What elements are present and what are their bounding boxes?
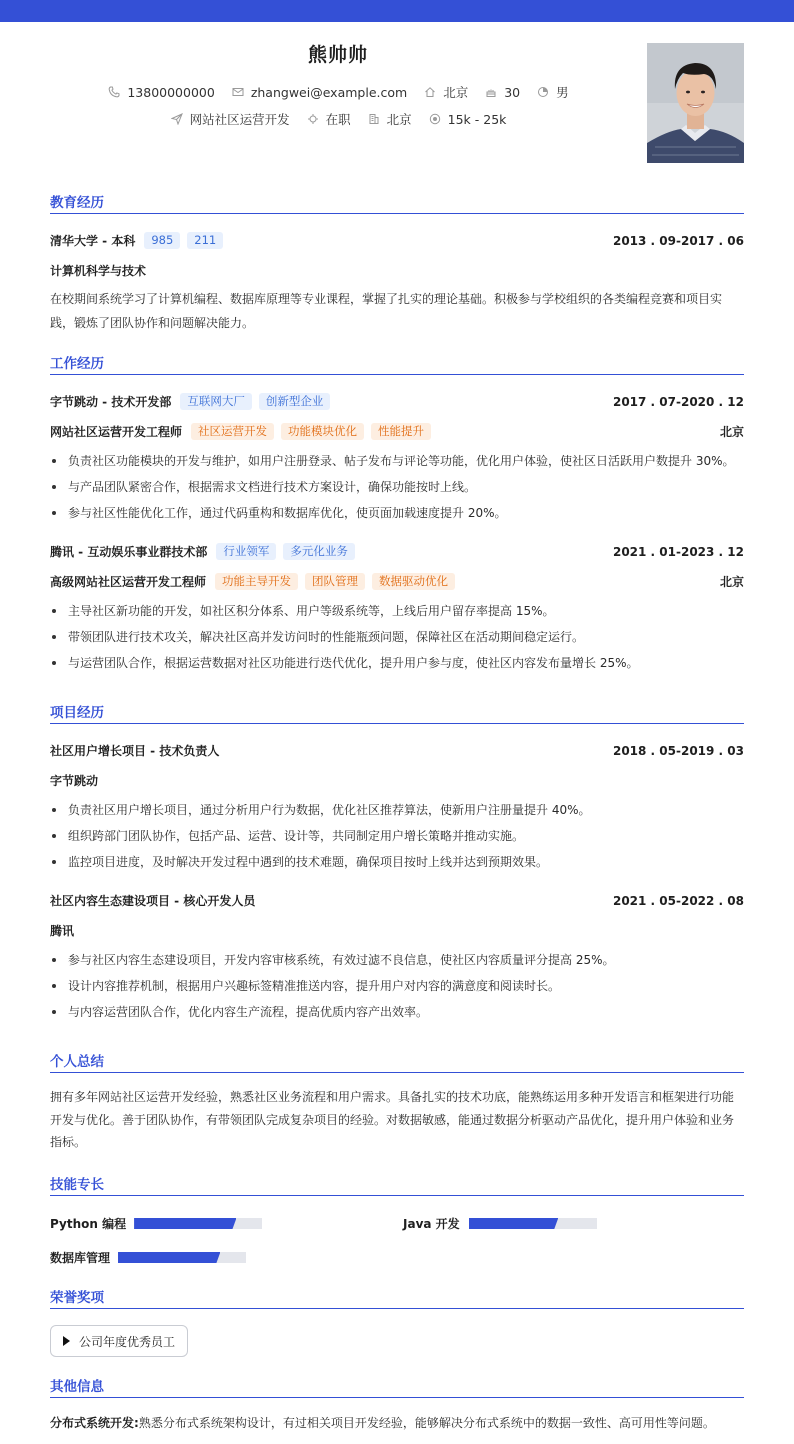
project-name: 社区内容生态建设项目 - 核心开发人员 <box>50 894 256 908</box>
work-title-group <box>50 573 455 590</box>
project-org: 字节跳动 <box>50 774 99 788</box>
list-item: 与内容运营团队合作，优化内容生产流程，提高优质内容产出效率。 <box>50 999 744 1025</box>
summary-text: 拥有多年网站社区运营开发经验，熟悉社区业务流程和用户需求。具备扎实的技术功底，能熟练运用多种开发语言和框架进行功能开发与优化。善于团队协作，有带领团队完成复杂项目的经验。对数据敏感，能通过数据分析驱动产品优化，提升用户体验和业务指标。 <box>50 1090 735 1149</box>
list-item: 参与社区性能优化工作，通过代码重构和数据库优化，使页面加载速度提升 20%。 <box>50 500 744 526</box>
skill-item <box>50 1215 262 1232</box>
contact-row <box>0 83 676 101</box>
skill-bar <box>469 1218 597 1229</box>
mail-icon <box>231 85 245 99</box>
education-period: 2013 . 09-2017 . 06 <box>612 233 744 248</box>
work-bullets <box>50 448 744 526</box>
list-item: 带领团队进行技术攻关，解决社区高并发访问时的性能瓶颈问题，保障社区在活动期间稳定运行。 <box>50 624 744 650</box>
skill-name: Python 编程 <box>50 1217 127 1231</box>
work-period: 2017 . 07-2020 . 12 <box>612 394 744 409</box>
section-title-work: 工作经历 <box>50 352 744 375</box>
gender-icon <box>536 85 550 99</box>
status-icon <box>306 112 320 126</box>
skill-bar <box>118 1252 246 1263</box>
project-org-row <box>50 922 744 939</box>
building-icon <box>367 112 381 126</box>
project-bullets <box>50 797 744 875</box>
education-major: 计算机科学与技术 <box>50 264 147 278</box>
work-period: 2021 . 01-2023 . 12 <box>612 544 744 559</box>
section-title-education: 教育经历 <box>50 191 744 214</box>
skill-bar-fill <box>134 1218 236 1229</box>
email-address: zhangwei@example.com <box>250 84 408 100</box>
age-text: 30 <box>504 84 521 100</box>
project-name: 社区用户增长项目 - 技术负责人 <box>50 744 220 758</box>
target-city-item <box>367 110 412 128</box>
list-item: 主导社区新功能的开发，如社区积分体系、用户等级系统等，上线后用户留存率提高 15%。 <box>50 598 744 624</box>
status-item <box>306 110 351 128</box>
location-text: 北京 <box>443 85 469 100</box>
salary-item <box>428 112 507 127</box>
candidate-name: 熊帅帅 <box>307 44 368 66</box>
company-name: 字节跳动 - 技术开发部 <box>50 395 172 409</box>
job-tag: 数据驱动优化 <box>372 573 455 590</box>
skill-name: 数据库管理 <box>50 1251 111 1265</box>
other-label: 分布式系统开发: <box>50 1416 139 1430</box>
job-title: 高级网站社区运营开发工程师 <box>50 575 207 589</box>
project-header-row <box>50 742 744 759</box>
phone-number: 13800000000 <box>127 84 215 100</box>
school-tag: 211 <box>187 232 223 249</box>
company-tag: 行业领军 <box>216 543 276 560</box>
gender-item <box>536 83 569 101</box>
list-item: 与产品团队紧密合作，根据需求文档进行技术方案设计，确保功能按时上线。 <box>50 474 744 500</box>
work-title-group <box>50 423 431 440</box>
phone-item <box>107 85 214 100</box>
job-intent-row <box>0 110 676 128</box>
other-info <box>50 1414 744 1431</box>
education-school-group <box>50 232 223 249</box>
honor-item <box>50 1325 188 1357</box>
work-city: 北京 <box>719 575 744 589</box>
section-title-projects: 项目经历 <box>50 701 744 724</box>
job-tag: 功能模块优化 <box>281 423 364 440</box>
phone-icon <box>107 85 121 99</box>
work-title-row <box>50 423 744 440</box>
education-description: 在校期间系统学习了计算机编程、数据库原理等专业课程，掌握了扎实的理论基础。积极参与学校组织的各类编程竞赛和项目实践，锻炼了团队协作和问题解决能力。 <box>50 292 723 330</box>
other-text: 熟悉分布式系统架构设计，有过相关项目开发经验，能够解决分布式系统中的数据一致性、高可用性等问题。 <box>138 1416 715 1430</box>
job-tag: 社区运营开发 <box>191 423 274 440</box>
job-title: 网站社区运营开发工程师 <box>50 425 183 439</box>
honor-label: 公司年度优秀员工 <box>79 1334 176 1349</box>
company-tag: 多元化业务 <box>283 543 355 560</box>
skill-bar-fill <box>469 1218 559 1229</box>
email-item <box>231 85 407 100</box>
location-item <box>423 83 468 101</box>
send-icon <box>170 112 184 126</box>
job-tag: 性能提升 <box>371 423 431 440</box>
education-major-row <box>50 262 744 279</box>
school-name: 清华大学 - 本科 <box>50 234 136 248</box>
home-icon <box>423 85 437 99</box>
skill-item <box>50 1249 246 1266</box>
work-bullets <box>50 598 744 676</box>
project-bullets <box>50 947 744 1025</box>
list-item: 负责社区用户增长项目，通过分析用户行为数据，优化社区推荐算法，使新用户注册量提升 40%。 <box>50 797 744 823</box>
company-name: 腾讯 - 互动娱乐事业群技术部 <box>50 545 208 559</box>
company-tag: 互联网大厂 <box>180 393 252 410</box>
list-item: 组织跨部门团队协作，包括产品、运营、设计等，共同制定用户增长策略并推动实施。 <box>50 823 744 849</box>
job-tag: 功能主导开发 <box>215 573 298 590</box>
cake-icon <box>484 85 498 99</box>
section-title-honors: 荣誉奖项 <box>50 1286 744 1309</box>
position-item <box>170 110 290 128</box>
profile-photo <box>647 43 744 163</box>
work-city: 北京 <box>719 425 744 439</box>
project-header-row <box>50 892 744 909</box>
salary-text: 15k - 25k <box>447 111 507 127</box>
project-org-row <box>50 772 744 789</box>
section-title-skills: 技能专长 <box>50 1173 744 1196</box>
status-text: 在职 <box>325 112 351 127</box>
work-company-group <box>50 543 355 560</box>
job-tag: 团队管理 <box>305 573 365 590</box>
top-accent-bar <box>0 0 794 22</box>
section-title-summary: 个人总结 <box>50 1050 744 1073</box>
project-period: 2018 . 05-2019 . 03 <box>612 743 744 758</box>
list-item: 负责社区功能模块的开发与维护，如用户注册登录、帖子发布与评论等功能，优化用户体验，使社区日活跃用户数提升 30%。 <box>50 448 744 474</box>
work-title-row <box>50 573 744 590</box>
skill-name: Java 开发 <box>403 1217 460 1231</box>
work-company-group <box>50 393 330 410</box>
school-tag: 985 <box>144 232 180 249</box>
section-title-other: 其他信息 <box>50 1375 744 1398</box>
skill-bar <box>134 1218 262 1229</box>
work-company-row <box>50 543 744 560</box>
age-item <box>484 85 520 100</box>
list-item: 与运营团队合作，根据运营数据对社区功能进行迭代优化，提升用户参与度，使社区内容发布量增长 25%。 <box>50 650 744 676</box>
position-text: 网站社区运营开发 <box>189 112 290 127</box>
list-item: 参与社区内容生态建设项目，开发内容审核系统，有效过滤不良信息，使社区内容质量评分提高 25%。 <box>50 947 744 973</box>
education-header-row <box>50 232 744 249</box>
target-city-text: 北京 <box>386 112 412 127</box>
coin-icon <box>428 112 442 126</box>
company-tag: 创新型企业 <box>259 393 331 410</box>
play-icon <box>63 1336 70 1346</box>
gender-text: 男 <box>556 85 569 100</box>
project-org: 腾讯 <box>50 924 75 938</box>
skill-item <box>403 1215 597 1232</box>
list-item: 监控项目进度，及时解决开发过程中遇到的技术难题，确保项目按时上线并达到预期效果。 <box>50 849 744 875</box>
list-item: 设计内容推荐机制，根据用户兴趣标签精准推送内容，提升用户对内容的满意度和阅读时长。 <box>50 973 744 999</box>
work-company-row <box>50 393 744 410</box>
project-period: 2021 . 05-2022 . 08 <box>612 893 744 908</box>
skill-bar-fill <box>118 1252 220 1263</box>
